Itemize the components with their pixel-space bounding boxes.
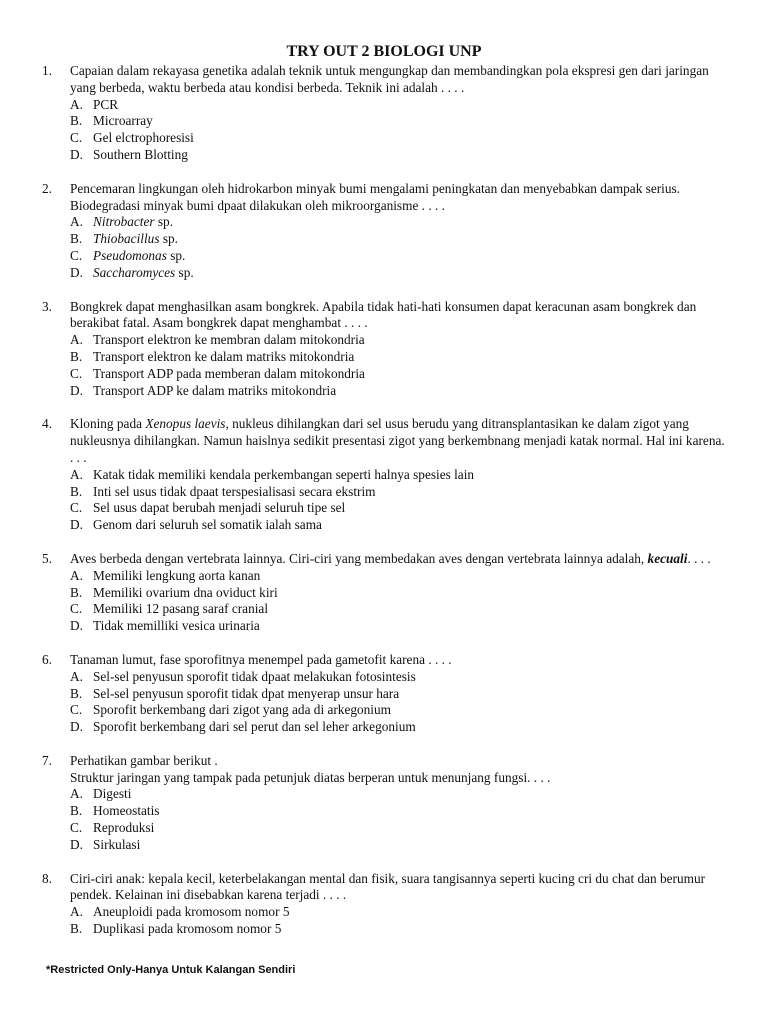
text-run: , nukleus dihilangkan dari sel usus berudu yang ditransplantasikan ke dalam zigot yang nukleusnya dihilangkan. Namun haislnya sedikit presentasi zigot yang berkembnang menjadi katak normal. Hal ini karena. . . . xyxy=(70,416,725,465)
text-run: Aves berbeda dengan vertebrata lainnya. Ciri-ciri yang membedakan aves dengan vertebrata lainnya adalah, xyxy=(70,550,648,566)
option-d xyxy=(0,517,768,534)
option-letter: C. xyxy=(70,130,83,146)
question-text xyxy=(70,299,730,333)
option-a xyxy=(0,214,768,231)
option-text xyxy=(93,147,188,162)
option-text xyxy=(93,837,140,852)
option-letter: B. xyxy=(70,348,83,364)
option-letter: C. xyxy=(70,247,83,263)
option-text xyxy=(93,500,345,515)
text-run: Kloning pada xyxy=(70,416,146,432)
text-run: Sporofit berkembang dari zigot yang ada di arkegonium xyxy=(93,702,391,718)
option-letter: D. xyxy=(70,517,83,533)
option-text xyxy=(93,214,173,229)
text-run: Aneuploidi pada kromosom nomor 5 xyxy=(93,904,290,920)
question-number: 5. xyxy=(42,550,52,566)
option-c xyxy=(0,248,768,265)
text-run: Transport elektron ke membran dalam mitokondria xyxy=(93,332,365,348)
option-letter: D. xyxy=(70,264,83,280)
option-letter: A. xyxy=(70,214,83,230)
option-letter: A. xyxy=(70,668,83,684)
question-8 xyxy=(0,871,768,938)
text-run: Sirkulasi xyxy=(93,836,141,852)
text-run: Sel usus dapat berubah menjadi seluruh tipe sel xyxy=(93,500,346,516)
question-5 xyxy=(0,551,768,635)
text-run: Saccharomyces xyxy=(93,264,176,280)
question-number: 8. xyxy=(42,870,52,886)
option-b xyxy=(0,585,768,602)
option-c xyxy=(0,130,768,147)
option-text xyxy=(93,921,281,936)
option-list xyxy=(0,904,768,938)
option-d xyxy=(0,383,768,400)
option-text xyxy=(93,786,131,801)
option-text xyxy=(93,904,289,919)
option-text xyxy=(93,97,118,112)
option-d xyxy=(0,837,768,854)
text-run: Bongkrek dapat menghasilkan asam bongkrek. Apabila tidak hati-hati konsumen dapat keracunan asam bongkrek dan berakibat fatal. Asam bongkrek dapat menghambat . . . . xyxy=(70,298,697,331)
question-1 xyxy=(0,63,768,164)
option-letter: A. xyxy=(70,786,83,802)
question-number: 4. xyxy=(42,416,52,432)
option-c xyxy=(0,702,768,719)
text-run: Sel-sel penyusun sporofit tidak dpaat melakukan fotosintesis xyxy=(93,668,416,684)
option-b xyxy=(0,113,768,130)
option-letter: D. xyxy=(70,146,83,162)
option-a xyxy=(0,669,768,686)
text-run: Transport ADP ke dalam matriks mitokondria xyxy=(93,382,337,398)
option-text xyxy=(93,601,268,616)
option-letter: C. xyxy=(70,702,83,718)
text-run: Memiliki 12 pasang saraf cranial xyxy=(93,601,269,617)
option-b xyxy=(0,921,768,938)
text-run: Memiliki ovarium dna oviduct kiri xyxy=(93,584,278,600)
question-text xyxy=(70,181,730,215)
question-text xyxy=(70,63,730,97)
option-text xyxy=(93,332,365,347)
text-run: sp. xyxy=(159,231,178,247)
option-list xyxy=(0,332,768,399)
text-run: sp. xyxy=(175,264,194,280)
option-d xyxy=(0,719,768,736)
option-text xyxy=(93,517,322,532)
option-letter: D. xyxy=(70,382,83,398)
question-text xyxy=(70,652,730,669)
option-c xyxy=(0,820,768,837)
text-run: Digesti xyxy=(93,786,132,802)
text-run: Struktur jaringan yang tampak pada petunjuk diatas berperan untuk menunjang fungsi. . . . xyxy=(70,769,551,785)
text-run: Genom dari seluruh sel somatik ialah sama xyxy=(93,517,322,533)
option-c xyxy=(0,601,768,618)
option-a xyxy=(0,904,768,921)
question-number: 3. xyxy=(42,298,52,314)
text-run: Southern Blotting xyxy=(93,146,188,162)
option-d xyxy=(0,265,768,282)
text-run: Pseudomonas xyxy=(93,247,167,263)
text-run: Inti sel usus tidak dpaat terspesialisasi secara ekstrim xyxy=(93,483,376,499)
question-7 xyxy=(0,753,768,854)
option-a xyxy=(0,467,768,484)
option-letter: C. xyxy=(70,820,83,836)
text-run: PCR xyxy=(93,96,119,112)
option-letter: A. xyxy=(70,466,83,482)
text-run: Thiobacillus xyxy=(93,231,160,247)
page-title: TRY OUT 2 BIOLOGI UNP xyxy=(286,43,482,60)
text-run: Memiliki lengkung aorta kanan xyxy=(93,567,261,583)
option-text xyxy=(93,467,474,482)
option-letter: D. xyxy=(70,618,83,634)
text-run: Nitrobacter xyxy=(93,214,155,230)
question-text xyxy=(70,753,730,787)
text-run: sp. xyxy=(166,247,186,263)
option-letter: A. xyxy=(70,96,83,112)
option-text xyxy=(93,484,375,499)
option-letter: C. xyxy=(70,365,83,381)
text-run: kecuali xyxy=(647,550,688,566)
text-run: Microarray xyxy=(93,113,153,129)
text-run: Perhatikan gambar berikut . xyxy=(70,752,218,768)
option-letter: B. xyxy=(70,921,83,937)
question-number: 6. xyxy=(42,651,52,667)
option-letter: B. xyxy=(70,584,83,600)
option-text xyxy=(93,702,391,717)
option-list xyxy=(0,568,768,635)
question-4 xyxy=(0,416,768,534)
text-run: Tidak memilliki vesica urinaria xyxy=(93,618,260,634)
text-run: . . . . xyxy=(687,550,711,566)
question-3 xyxy=(0,299,768,400)
option-text xyxy=(93,568,260,583)
option-list xyxy=(0,97,768,164)
text-run: Sporofit berkembang dari sel perut dan sel leher arkegonium xyxy=(93,719,416,735)
text-run: Reproduksi xyxy=(93,820,155,836)
option-c xyxy=(0,366,768,383)
option-letter: B. xyxy=(70,231,83,247)
question-text xyxy=(70,416,730,466)
option-text xyxy=(93,669,416,684)
option-c xyxy=(0,500,768,517)
option-text xyxy=(93,265,194,280)
option-text xyxy=(93,366,365,381)
option-d xyxy=(0,147,768,164)
question-text xyxy=(70,871,730,905)
option-text xyxy=(93,585,278,600)
option-list xyxy=(0,214,768,281)
option-text xyxy=(93,113,153,128)
option-letter: D. xyxy=(70,836,83,852)
option-b xyxy=(0,231,768,248)
option-letter: A. xyxy=(70,332,83,348)
option-text xyxy=(93,803,159,818)
text-run: Xenopus laevis xyxy=(145,416,226,432)
option-text xyxy=(93,820,154,835)
option-a xyxy=(0,568,768,585)
option-letter: B. xyxy=(70,483,83,499)
option-text xyxy=(93,618,260,633)
option-list xyxy=(0,669,768,736)
option-b xyxy=(0,484,768,501)
option-text xyxy=(93,686,399,701)
option-text xyxy=(93,248,185,263)
text-run: sp. xyxy=(154,214,174,230)
text-run: Pencemaran lingkungan oleh hidrokarbon minyak bumi mengalami peningkatan dan menyebabkan dampak serius. Biodegradasi minyak bumi dpaat dilakukan oleh mikroorganisme . . . . xyxy=(70,180,681,213)
option-letter: C. xyxy=(70,500,83,516)
question-number: 7. xyxy=(42,752,52,768)
option-a xyxy=(0,97,768,114)
question-2 xyxy=(0,181,768,282)
question-list xyxy=(0,63,768,938)
text-run: Transport ADP pada memberan dalam mitokondria xyxy=(93,365,365,381)
option-letter: B. xyxy=(70,803,83,819)
option-list xyxy=(0,786,768,853)
option-b xyxy=(0,349,768,366)
question-6 xyxy=(0,652,768,736)
option-letter: B. xyxy=(70,685,83,701)
text-run: Tanaman lumut, fase sporofitnya menempel pada gametofit karena . . . . xyxy=(70,651,452,667)
text-run: Homeostatis xyxy=(93,803,160,819)
option-text xyxy=(93,719,416,734)
question-number: 2. xyxy=(42,180,52,196)
text-run: Katak tidak memiliki kendala perkembangan seperti halnya spesies lain xyxy=(93,466,475,482)
option-text xyxy=(93,130,194,145)
text-run: Capaian dalam rekayasa genetika adalah teknik untuk mengungkap dan membandingkan pola ekspresi gen dari jaringan yang berbeda, waktu berbeda atau kondisi berbeda. Teknik ini adalah . . . . xyxy=(70,63,709,95)
option-a xyxy=(0,786,768,803)
text-run: Duplikasi pada kromosom nomor 5 xyxy=(93,921,282,937)
text-run: Ciri-ciri anak: kepala kecil, keterbelakangan mental dan fisik, suara tangisannya seperti kucing cri du chat dan berumur pendek. Kelainan ini disebabkan karena terjadi . . . . xyxy=(70,870,706,903)
option-b xyxy=(0,803,768,820)
option-list xyxy=(0,467,768,534)
text-run: Sel-sel penyusun sporofit tidak dpat menyerap unsur hara xyxy=(93,685,400,701)
option-text xyxy=(93,383,336,398)
option-letter: A. xyxy=(70,904,83,920)
option-a xyxy=(0,332,768,349)
option-letter: C. xyxy=(70,601,83,617)
text-run: Transport elektron ke dalam matriks mitokondria xyxy=(93,348,355,364)
option-text xyxy=(93,231,178,246)
footer-note: *Restricted Only-Hanya Untuk Kalangan Sendiri xyxy=(46,964,296,976)
option-d xyxy=(0,618,768,635)
option-b xyxy=(0,686,768,703)
option-letter: B. xyxy=(70,113,83,129)
option-letter: A. xyxy=(70,567,83,583)
question-text xyxy=(70,551,730,568)
question-number: 1. xyxy=(42,63,52,78)
option-letter: D. xyxy=(70,719,83,735)
text-run: Gel elctrophoresisi xyxy=(93,130,194,146)
option-text xyxy=(93,349,354,364)
